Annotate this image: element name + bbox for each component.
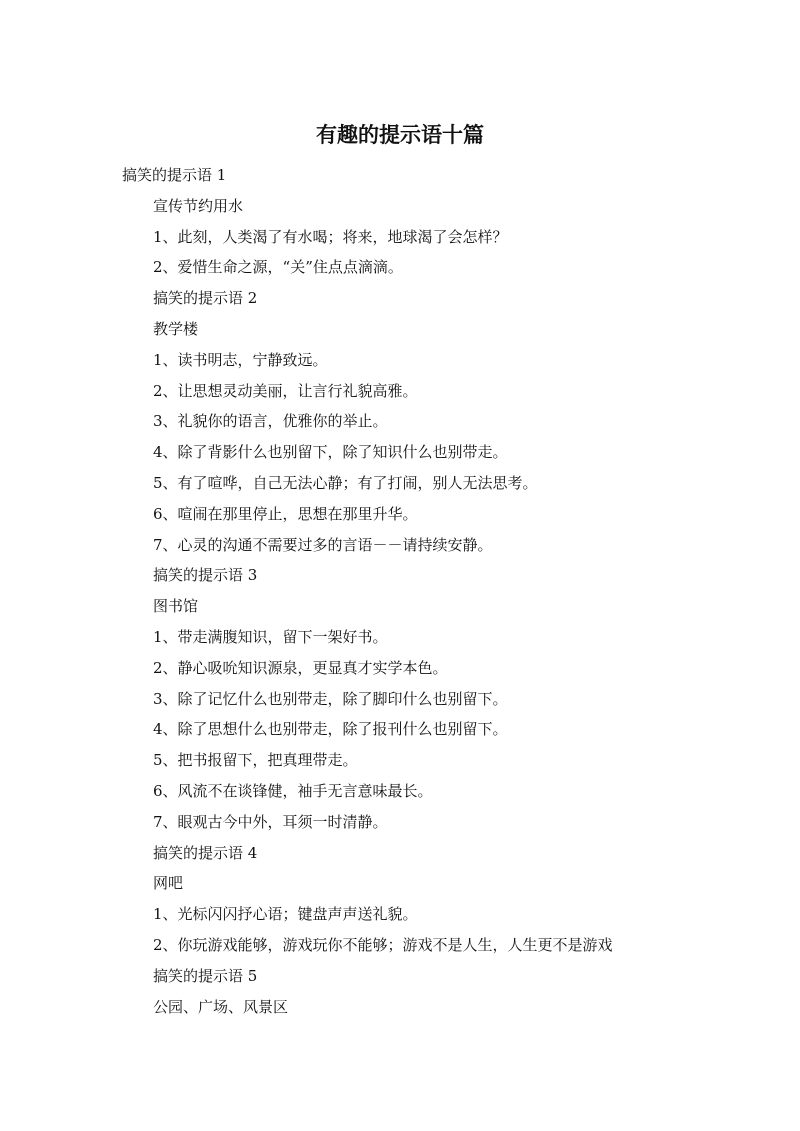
paragraph-line: 5、有了喧哗，自己无法心静；有了打闹，别人无法思考。 [153,474,538,492]
paragraph-line: 3、除了记忆什么也别带走，除了脚印什么也别留下。 [153,689,508,708]
paragraph-line: 4、除了背影什么也别留下，除了知识什么也别带走。 [153,443,508,462]
paragraph-line: 搞笑的提示语 1 [122,166,227,184]
paragraph-line: 1、此刻，人类渴了有水喝；将来，地球渴了会怎样？ [153,227,508,246]
paragraph-line: 6、风流不在谈锋健，袖手无言意味最长。 [153,782,433,800]
paragraph-line: 搞笑的提示语 4 [153,843,258,862]
paragraph-line: 4、除了思想什么也别带走，除了报刊什么也别留下。 [153,720,508,739]
document-title: 有趣的提示语十篇 [316,123,484,147]
paragraph-line: 5、把书报留下，把真理带走。 [153,751,358,770]
paragraph-line: 2、爱惜生命之源，“关”住点点滴滴。 [153,258,403,277]
paragraph-line: 6、喧闹在那里停止，思想在那里升华。 [153,504,418,523]
paragraph-line: 搞笑的提示语 3 [153,566,258,585]
paragraph-line: 图书馆 [153,597,199,616]
paragraph-line: 宣传节约用水 [153,196,244,215]
paragraph-line: 2、让思想灵动美丽，让言行礼貌高雅。 [153,381,418,400]
paragraph-line: 搞笑的提示语 2 [153,289,258,308]
paragraph-line: 1、光标闪闪抒心语；键盘声声送礼貌。 [153,905,418,924]
paragraph-line: 7、心灵的沟通不需要过多的言语－－请持续安静。 [153,535,493,554]
paragraph-line: 1、读书明志，宁静致远。 [153,350,328,369]
paragraph-line: 2、静心吸吮知识源泉，更显真才实学本色。 [153,658,448,677]
paragraph-line: 教学楼 [153,320,199,338]
paragraph-line: 2、你玩游戏能够，游戏玩你不能够；游戏不是人生，人生更不是游戏 [153,936,613,954]
paragraph-line: 搞笑的提示语 5 [153,966,258,985]
paragraph-line: 网吧 [153,874,184,893]
paragraph-line: 1、带走满腹知识，留下一架好书。 [153,628,388,646]
paragraph-line: 3、礼貌你的语言，优雅你的举止。 [153,412,388,431]
paragraph-line: 公园、广场、风景区 [153,997,289,1016]
paragraph-line: 7、眼观古今中外，耳须一时清静。 [153,812,388,831]
